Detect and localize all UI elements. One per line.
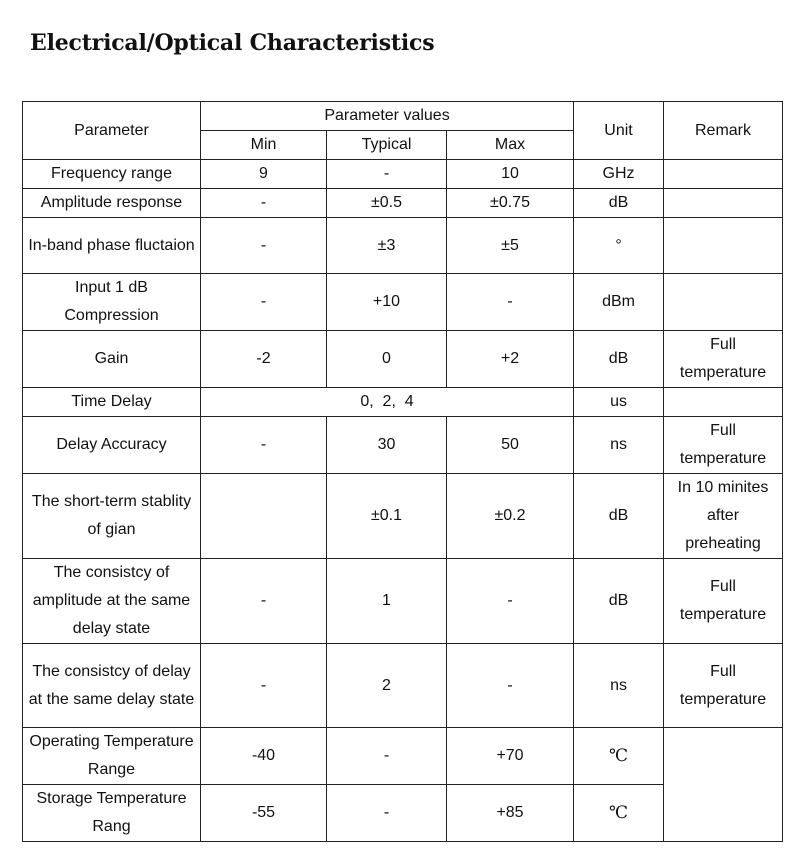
typical-cell: 2 <box>327 644 447 728</box>
max-cell: +85 <box>447 785 574 842</box>
min-cell <box>201 474 327 559</box>
max-cell: +70 <box>447 728 574 785</box>
table-row <box>23 474 783 559</box>
unit-cell: us <box>574 388 664 417</box>
max-cell: 10 <box>447 160 574 189</box>
unit-cell: ℃ <box>574 785 664 842</box>
typical-cell: 1 <box>327 559 447 644</box>
table-row <box>23 331 783 388</box>
unit-cell: GHz <box>574 160 664 189</box>
param-cell: In-band phase fluctaion <box>23 218 201 274</box>
header-min: Min <box>201 131 327 160</box>
header-remark: Remark <box>664 102 783 160</box>
max-cell: ±0.75 <box>447 189 574 218</box>
min-cell: -55 <box>201 785 327 842</box>
max-cell: ±0.2 <box>447 474 574 559</box>
unit-cell: ns <box>574 644 664 728</box>
table-row <box>23 644 783 728</box>
header-parameter: Parameter <box>23 102 201 160</box>
unit-cell: dBm <box>574 274 664 331</box>
min-cell: - <box>201 559 327 644</box>
max-cell: 50 <box>447 417 574 474</box>
param-cell: Delay Accuracy <box>23 417 201 474</box>
remark-cell <box>664 388 783 417</box>
max-cell: - <box>447 644 574 728</box>
param-cell: Frequency range <box>23 160 201 189</box>
max-cell: ±5 <box>447 218 574 274</box>
characteristics-table <box>22 101 783 842</box>
typical-cell: - <box>327 728 447 785</box>
typical-cell: ±3 <box>327 218 447 274</box>
min-cell: - <box>201 218 327 274</box>
header-max: Max <box>447 131 574 160</box>
remark-cell: Full temperature <box>664 559 783 644</box>
remark-cell: In 10 minites after preheating <box>664 474 783 559</box>
header-parameter-values: Parameter values <box>201 102 574 131</box>
max-cell: - <box>447 274 574 331</box>
unit-cell: ns <box>574 417 664 474</box>
remark-cell <box>664 189 783 218</box>
typical-cell: ±0.5 <box>327 189 447 218</box>
typical-cell: +10 <box>327 274 447 331</box>
unit-cell: dB <box>574 189 664 218</box>
param-cell: Time Delay <box>23 388 201 417</box>
param-cell: The short-term stablity of gian <box>23 474 201 559</box>
table-row <box>23 388 783 417</box>
unit-cell: dB <box>574 474 664 559</box>
min-cell: -2 <box>201 331 327 388</box>
param-cell: Storage Temperature Rang <box>23 785 201 842</box>
table-row <box>23 189 783 218</box>
merged-values-cell: 0, 2, 4 <box>201 388 574 417</box>
max-cell: +2 <box>447 331 574 388</box>
remark-cell <box>664 274 783 331</box>
table-row <box>23 218 783 274</box>
min-cell: - <box>201 274 327 331</box>
param-cell: Operating Temperature Range <box>23 728 201 785</box>
typical-cell: 30 <box>327 417 447 474</box>
param-cell: The consistcy of amplitude at the same delay state <box>23 559 201 644</box>
param-cell: Amplitude response <box>23 189 201 218</box>
typical-cell: - <box>327 785 447 842</box>
remark-cell: Full temperature <box>664 417 783 474</box>
header-typical: Typical <box>327 131 447 160</box>
header-row <box>23 102 783 131</box>
remark-cell <box>664 218 783 274</box>
min-cell: 9 <box>201 160 327 189</box>
param-cell: Input 1 dB Compression <box>23 274 201 331</box>
max-cell: - <box>447 559 574 644</box>
typical-cell: 0 <box>327 331 447 388</box>
min-cell: - <box>201 417 327 474</box>
table-row <box>23 728 783 785</box>
min-cell: - <box>201 644 327 728</box>
table-row <box>23 160 783 189</box>
min-cell: - <box>201 189 327 218</box>
page-title: Electrical/Optical Characteristics <box>30 30 435 56</box>
remark-cell: Full temperature <box>664 644 783 728</box>
unit-cell: ℃ <box>574 728 664 785</box>
typical-cell: ±0.1 <box>327 474 447 559</box>
param-cell: The consistcy of delay at the same delay state <box>23 644 201 728</box>
table-row <box>23 274 783 331</box>
unit-cell: dB <box>574 331 664 388</box>
table-row <box>23 417 783 474</box>
header-unit: Unit <box>574 102 664 160</box>
table-row <box>23 559 783 644</box>
remark-cell <box>664 728 783 842</box>
remark-cell: Full temperature <box>664 331 783 388</box>
typical-cell: - <box>327 160 447 189</box>
remark-cell <box>664 160 783 189</box>
min-cell: -40 <box>201 728 327 785</box>
param-cell: Gain <box>23 331 201 388</box>
unit-cell: ° <box>574 218 664 274</box>
unit-cell: dB <box>574 559 664 644</box>
